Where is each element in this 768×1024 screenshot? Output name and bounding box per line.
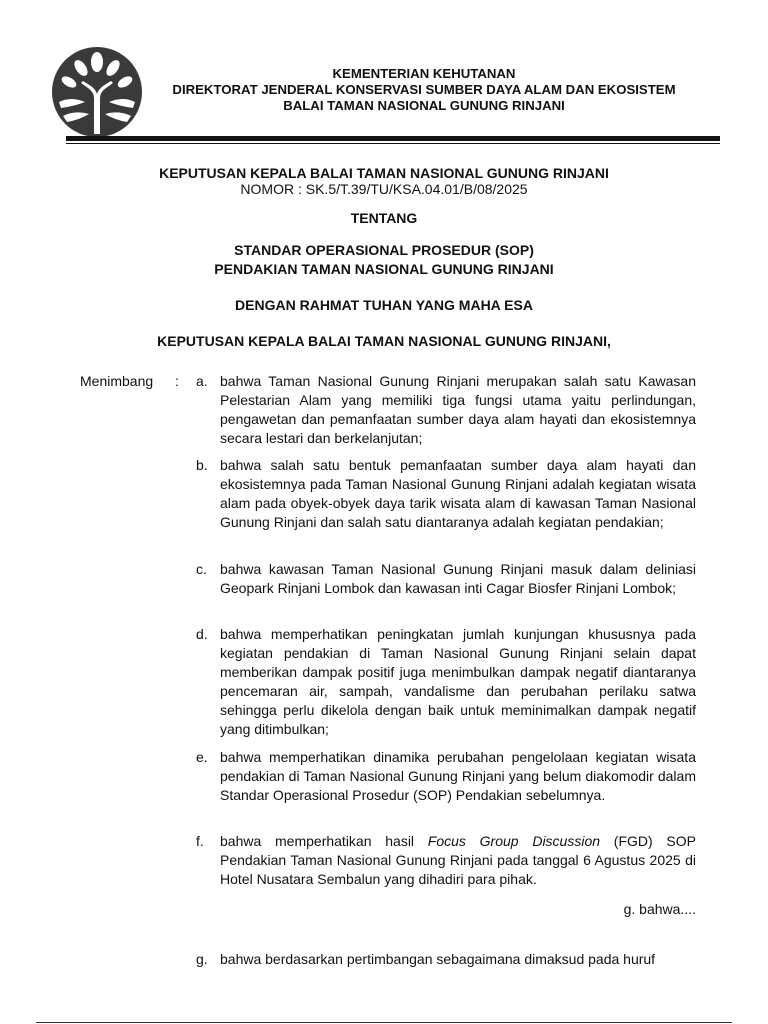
considering-colon: : xyxy=(175,373,179,389)
office-name: BALAI TAMAN NASIONAL GUNUNG RINJANI xyxy=(283,98,565,113)
page-divider xyxy=(36,1022,732,1023)
item-letter: f. xyxy=(196,833,204,849)
item-text: bahwa memperhatikan peningkatan jumlah kunjungan khususnya pada kegiatan pendakian di Taman Nasional Gunung Rinjani selain dapat memberikan dampak positif juga menimbulkan dampak negatif diantaranya pencemaran air, sampah, vandalisme dan perubahan perilaku satwa sehingga perlu dikelola dengan baik untuk meminimalkan dampak negatif yang ditimbulkan; xyxy=(220,626,696,737)
considering-label: Menimbang xyxy=(80,373,154,389)
decree-title-2: KEPUTUSAN KEPALA BALAI TAMAN NASIONAL GUNUNG RINJANI, xyxy=(157,333,611,349)
considering-item-g xyxy=(196,950,696,969)
letterhead-rule-thin xyxy=(66,143,720,144)
letterhead-rule-thick xyxy=(66,136,720,141)
item-text: bahwa kawasan Taman Nasional Gunung Rinjani masuk dalam deliniasi Geopark Rinjani Lombok dan kawasan inti Cagar Biosfer Rinjani Lombok; xyxy=(220,561,696,596)
item-text: bahwa memperhatikan hasil Focus Group Discussion (FGD) SOP Pendakian Taman Nasional Gunung Rinjani pada tanggal 6 Agustus 2025 di Hotel Nusatara Sembalun yang dihadiri para pihak. xyxy=(220,833,696,887)
considering-item-a xyxy=(196,372,696,448)
item-letter: c. xyxy=(196,561,207,577)
ministry-name: KEMENTERIAN KEHUTANAN xyxy=(332,66,516,81)
directorate-name: DIREKTORAT JENDERAL KONSERVASI SUMBER DAYA ALAM DAN EKOSISTEM xyxy=(172,82,676,97)
considering-item-d xyxy=(196,625,696,739)
considering-item-e xyxy=(196,748,696,805)
item-text: bahwa Taman Nasional Gunung Rinjani merupakan salah satu Kawasan Pelestarian Alam yang memiliki tiga fungsi utama yaitu perlindungan, pengawetan dan pemanfaatan sumber daya alam hayati dan ekosistemnya secara lestari dan berkelanjutan; xyxy=(220,373,696,446)
decree-title: KEPUTUSAN KEPALA BALAI TAMAN NASIONAL GUNUNG RINJANI xyxy=(159,165,609,181)
considering-item-b xyxy=(196,456,696,532)
item-letter: b. xyxy=(196,457,208,473)
decree-number: NOMOR : SK.5/T.39/TU/KSA.04.01/B/08/2025 xyxy=(240,181,528,197)
about-heading: TENTANG xyxy=(350,210,418,226)
item-letter: e. xyxy=(196,749,208,765)
considering-item-f xyxy=(196,832,696,889)
item-letter: a. xyxy=(196,373,208,389)
italic-term: Focus Group Discussion xyxy=(427,833,601,849)
subject-line-2: PENDAKIAN TAMAN NASIONAL GUNUNG RINJANI xyxy=(214,261,554,277)
considering-item-c xyxy=(196,560,696,598)
item-text: bahwa memperhatikan dinamika perubahan pengelolaan kegiatan wisata pendakian di Taman Nasional Gunung Rinjani yang belum diakomodir dalam Standar Operasional Prosedur (SOP) Pendakian sebelumnya. xyxy=(220,749,696,803)
item-letter: g. xyxy=(196,951,208,967)
item-letter: d. xyxy=(196,626,208,642)
item-text: bahwa berdasarkan pertimbangan sebagaimana dimaksud pada huruf xyxy=(220,951,656,967)
letterhead xyxy=(130,66,718,114)
page-continuation: g. bahwa.... xyxy=(623,901,696,917)
subject-line-1: STANDAR OPERASIONAL PROSEDUR (SOP) xyxy=(234,242,534,258)
item-text: bahwa salah satu bentuk pemanfaatan sumber daya alam hayati dan ekosistemnya pada Taman Nasional Gunung Rinjani adalah kegiatan wisata alam pada obyek-obyek daya tarik wisata alam di kawasan Taman Nasional Gunung Rinjani dan salah satu diantaranya adalah kegiatan pendakian; xyxy=(220,457,696,530)
invocation: DENGAN RAHMAT TUHAN YANG MAHA ESA xyxy=(235,297,533,313)
